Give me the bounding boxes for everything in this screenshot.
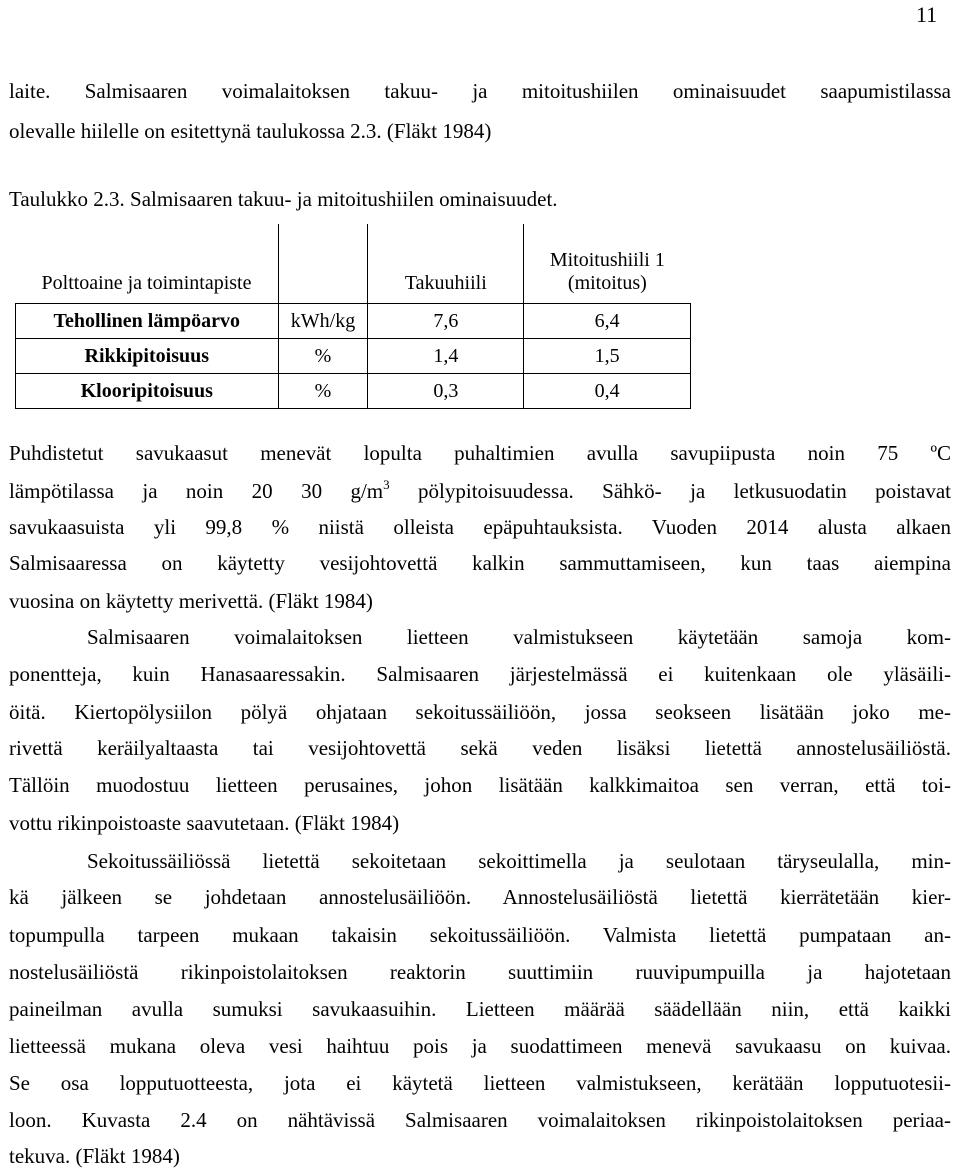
para1-line-1: Puhdistetut savukaasut menevät lopulta puhaltimien avulla savupiipusta noin 75 ºC bbox=[9, 441, 951, 465]
table-row bbox=[16, 374, 691, 409]
row-unit: % bbox=[278, 374, 368, 409]
table-caption: Taulukko 2.3. Salmisaaren takuu- ja mitoitushiilen ominaisuudet. bbox=[9, 187, 558, 211]
para1-line-2 bbox=[9, 478, 951, 504]
table-row bbox=[16, 339, 691, 374]
para1-line-2-text-b: pölypitoisuudessa. Sähkö- ja letkusuodatin poistavat bbox=[389, 479, 951, 503]
row-guarantee-value: 1,4 bbox=[368, 339, 524, 374]
para3-line-2: kä jälkeen se johdetaan annostelusäiliöön. Annostelusäiliöstä lietettä kierrätetään kier- bbox=[9, 885, 951, 909]
para3-line-9: tekuva. (Fläkt 1984) bbox=[9, 1144, 180, 1168]
header-design bbox=[524, 224, 691, 304]
intro-line-2: olevalle hiilelle on esitettynä taulukossa 2.3. (Fläkt 1984) bbox=[9, 119, 492, 143]
row-guarantee-value: 7,6 bbox=[368, 304, 524, 339]
header-design-line-1: Mitoitushiili 1 bbox=[549, 249, 665, 271]
para2-line-5: Tällöin muodostuu lietteen perusaines, johon lisätään kalkkimaitoa sen verran, että toi- bbox=[9, 773, 951, 797]
para2-line-6: vottu rikinpoistoaste saavutetaan. (Fläkt 1984) bbox=[9, 811, 400, 835]
row-label: Tehollinen lämpöarvo bbox=[16, 304, 279, 339]
para1-line-5: vuosina on käytetty merivettä. (Fläkt 1984) bbox=[9, 589, 373, 613]
para3-line-3: topumpulla tarpeen mukaan takaisin sekoitussäiliöön. Valmista lietettä pumpataan an- bbox=[9, 923, 951, 947]
para3-line-6: lietteessä mukana oleva vesi haihtuu pois ja suodattimeen menevä savukaasu on kuivaa. bbox=[9, 1034, 951, 1058]
table-header-row bbox=[16, 224, 691, 304]
row-label: Klooripitoisuus bbox=[16, 374, 279, 409]
header-guarantee bbox=[368, 224, 524, 304]
para1-line-2-text-a: lämpötilassa ja noin 20 30 g/m bbox=[9, 479, 384, 503]
para3-line-4: nostelusäiliöstä rikinpoistolaitoksen reaktorin suuttimiin ruuvipumpuilla ja hajotetaan bbox=[9, 960, 951, 984]
para3-line-7: Se osa lopputuotteesta, jota ei käytetä lietteen valmistukseen, kerätään lopputuotesii- bbox=[9, 1071, 951, 1095]
intro-line-1: laite. Salmisaaren voimalaitoksen takuu- ja mitoitushiilen ominaisuudet saapumistilassa bbox=[9, 79, 951, 103]
header-fuel: Polttoaine ja toimintapiste bbox=[16, 224, 279, 304]
para2-line-2: ponentteja, kuin Hanasaaressakin. Salmisaaren järjestelmässä ei kuitenkaan ole yläsäili- bbox=[9, 662, 951, 686]
row-guarantee-value: 0,3 bbox=[368, 374, 524, 409]
superscript: 3 bbox=[383, 477, 390, 492]
row-label: Rikkipitoisuus bbox=[16, 339, 279, 374]
para3-line-1: Sekoitussäiliössä lietettä sekoitetaan sekoittimella ja seulotaan täryseulalla, min- bbox=[87, 849, 951, 873]
row-design-value: 6,4 bbox=[524, 304, 691, 339]
page-number: 11 bbox=[916, 2, 938, 27]
header-guarantee-label: Takuuhiili bbox=[404, 272, 487, 294]
row-unit: kWh/kg bbox=[278, 304, 368, 339]
row-design-value: 0,4 bbox=[524, 374, 691, 409]
para3-line-8: loon. Kuvasta 2.4 on nähtävissä Salmisaaren voimalaitoksen rikinpoistolaitoksen periaa- bbox=[9, 1108, 951, 1132]
para2-line-1: Salmisaaren voimalaitoksen lietteen valmistukseen käytetään samoja kom- bbox=[87, 625, 951, 649]
row-design-value: 1,5 bbox=[524, 339, 691, 374]
para2-line-4: rivettä keräilyaltaasta tai vesijohtovettä sekä veden lisäksi lietettä annostelusäiliöstä. bbox=[9, 736, 951, 760]
table-row bbox=[16, 304, 691, 339]
para2-line-3: öitä. Kiertopölysiilon pölyä ohjataan sekoitussäiliöön, jossa seokseen lisätään joko me- bbox=[9, 700, 951, 724]
para1-line-3: savukaasuista yli 99,8 % niistä olleista epäpuhtauksista. Vuoden 2014 alusta alkaen bbox=[9, 515, 951, 539]
para1-line-4: Salmisaaressa on käytetty vesijohtovettä kalkin sammuttamiseen, kun taas aiempina bbox=[9, 551, 951, 575]
para3-line-5: paineilman avulla sumuksi savukaasuihin. Lietteen määrää säädellään niin, että kaikki bbox=[9, 997, 951, 1021]
row-unit: % bbox=[278, 339, 368, 374]
header-design-line-2: (mitoitus) bbox=[567, 272, 647, 294]
header-unit bbox=[278, 224, 368, 304]
properties-table bbox=[15, 224, 691, 409]
